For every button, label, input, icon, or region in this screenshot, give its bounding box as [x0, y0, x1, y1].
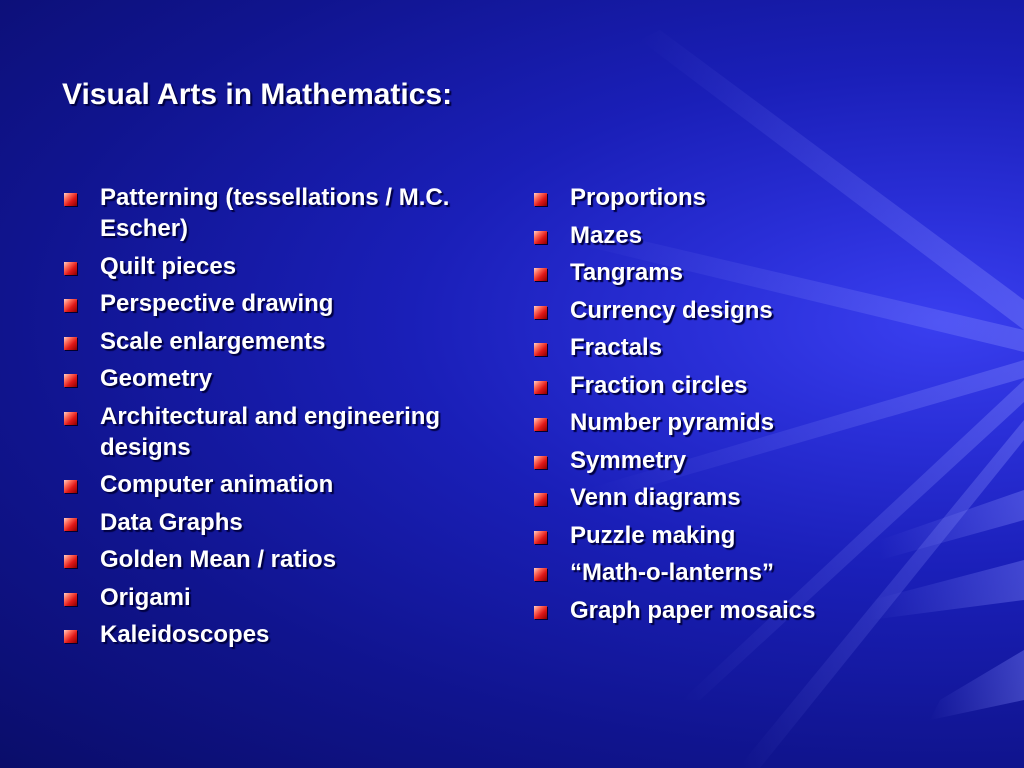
square-bullet-icon: [64, 374, 77, 387]
list-item: Puzzle making: [532, 520, 972, 551]
list-item: Perspective drawing: [62, 288, 482, 319]
list-item: Graph paper mosaics: [532, 595, 972, 626]
square-bullet-icon: [64, 518, 77, 531]
square-bullet-icon: [534, 306, 547, 319]
square-bullet-icon: [534, 418, 547, 431]
list-item: Kaleidoscopes: [62, 619, 482, 650]
square-bullet-icon: [64, 262, 77, 275]
list-item: Data Graphs: [62, 507, 482, 538]
square-bullet-icon: [64, 593, 77, 606]
square-bullet-icon: [534, 456, 547, 469]
square-bullet-icon: [534, 343, 547, 356]
list-item: Proportions: [532, 182, 972, 213]
list-item: Tangrams: [532, 257, 972, 288]
list-item: Patterning (tessellations / M.C. Escher): [62, 182, 482, 244]
square-bullet-icon: [534, 531, 547, 544]
square-bullet-icon: [64, 630, 77, 643]
list-item: Mazes: [532, 220, 972, 251]
square-bullet-icon: [64, 412, 77, 425]
square-bullet-icon: [534, 268, 547, 281]
square-bullet-icon: [534, 606, 547, 619]
square-bullet-icon: [534, 193, 547, 206]
square-bullet-icon: [534, 493, 547, 506]
list-item: Currency designs: [532, 295, 972, 326]
square-bullet-icon: [64, 337, 77, 350]
square-bullet-icon: [64, 480, 77, 493]
slide-title: Visual Arts in Mathematics:: [62, 78, 453, 111]
list-item: Number pyramids: [532, 407, 972, 438]
list-item: Symmetry: [532, 445, 972, 476]
square-bullet-icon: [64, 555, 77, 568]
square-bullet-icon: [534, 381, 547, 394]
list-item: Venn diagrams: [532, 482, 972, 513]
list-item: Quilt pieces: [62, 251, 482, 282]
list-item: “Math-o-lanterns”: [532, 557, 972, 588]
left-bullet-list: [62, 182, 482, 657]
square-bullet-icon: [534, 231, 547, 244]
list-item: Architectural and engineering designs: [62, 401, 482, 463]
list-item: Fractals: [532, 332, 972, 363]
list-item: Origami: [62, 582, 482, 613]
list-item: Computer animation: [62, 469, 482, 500]
list-item: Scale enlargements: [62, 326, 482, 357]
list-item: Geometry: [62, 363, 482, 394]
square-bullet-icon: [64, 193, 77, 206]
square-bullet-icon: [534, 568, 547, 581]
list-item: Fraction circles: [532, 370, 972, 401]
right-bullet-list: [532, 182, 972, 632]
list-item: Golden Mean / ratios: [62, 544, 482, 575]
square-bullet-icon: [64, 299, 77, 312]
